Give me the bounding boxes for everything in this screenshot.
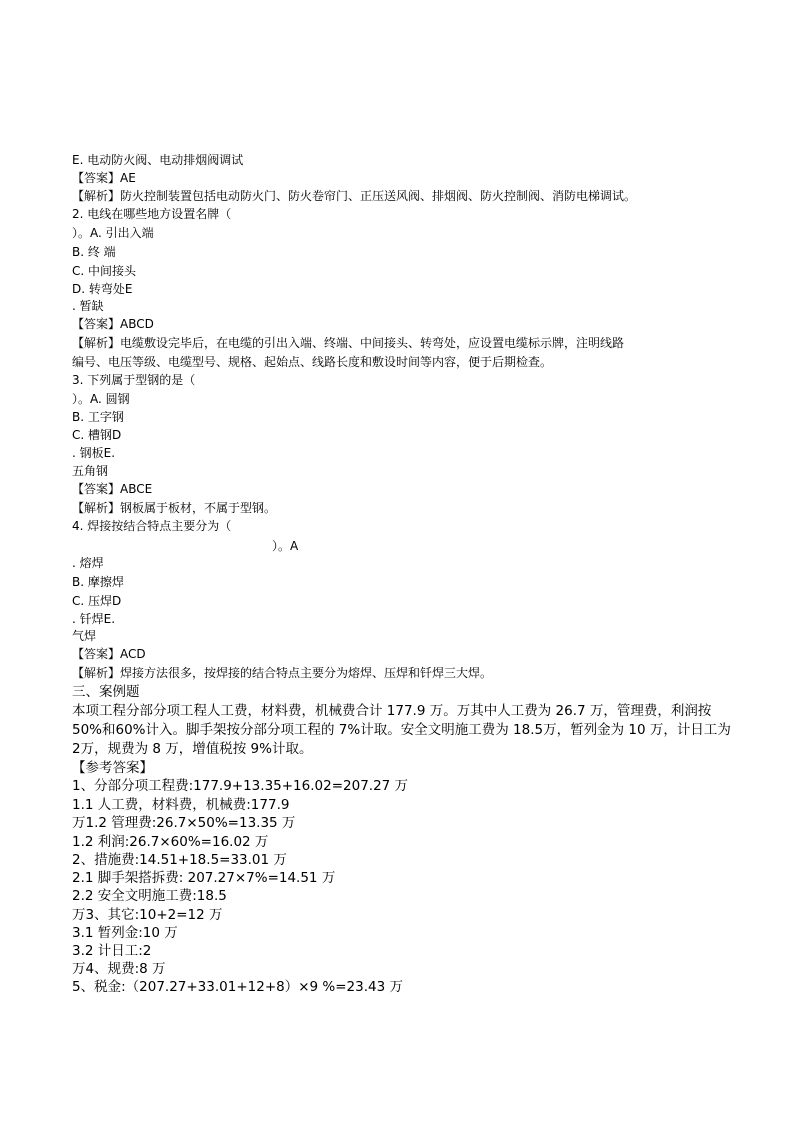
calc-line: 3.2 计日工:2 bbox=[72, 943, 152, 959]
option-line: ）。A. 引出入端 bbox=[72, 226, 154, 240]
option-line: . 暂缺 bbox=[72, 299, 104, 313]
answer-line: 【答案】ABCD bbox=[72, 317, 154, 331]
option-line: 五角钢 bbox=[72, 464, 109, 478]
calc-line: 2.2 安全文明施工费:18.5 bbox=[72, 888, 227, 904]
option-line: 气焊 bbox=[72, 629, 97, 643]
case-text-line: 50%和60%计入。脚手架按分部分项工程的 7%计取。安全文明施工费为 18.5万，暂列金为 10 万，计日工为 bbox=[72, 722, 731, 738]
calc-line: 1.1 人工费，材料费，机械费:177.9 bbox=[72, 797, 290, 813]
option-line: . 钢板E. bbox=[72, 446, 116, 460]
answer-line: 【答案】AE bbox=[72, 171, 136, 185]
calc-line: 3.1 暂列金:10 万 bbox=[72, 925, 178, 941]
calc-line: 2、措施费:14.51+18.5=33.01 万 bbox=[72, 852, 287, 868]
question-line: 2. 电线在哪些地方设置名牌（ bbox=[72, 207, 232, 221]
option-line: C. 中间接头 bbox=[72, 264, 137, 278]
option-line: . 钎焊E. bbox=[72, 612, 116, 626]
analysis-line: 【解析】电缆敷设完毕后，在电缆的引出入端、终端、中间接头、转弯处，应设置电缆标示牌，注明线路 bbox=[72, 336, 625, 350]
case-text-line: 2万，规费为 8 万，增值税按 9%计取。 bbox=[72, 741, 313, 757]
option-line: C. 槽钢D bbox=[72, 428, 122, 442]
calc-line: 1.2 利润:26.7×60%=16.02 万 bbox=[72, 834, 269, 850]
section-heading: 三、案例题 bbox=[72, 684, 140, 700]
analysis-line: 【解析】焊接方法很多，按焊接的结合特点主要分为熔焊、压焊和钎焊三大焊。 bbox=[72, 666, 493, 680]
answer-line: 【答案】ABCE bbox=[72, 482, 153, 496]
option-line: . 熔焊 bbox=[72, 556, 104, 570]
option-line: B. 工字钢 bbox=[72, 410, 124, 424]
answer-line: 【答案】ACD bbox=[72, 647, 146, 661]
question-line: 4. 焊接按结合特点主要分为（ bbox=[72, 519, 232, 533]
calc-line: 5、税金:（207.27+33.01+12+8）×9 %=23.43 万 bbox=[72, 979, 403, 995]
option-line: B. 终 端 bbox=[72, 245, 116, 259]
calc-line: 2.1 脚手架搭拆费: 207.27×7%=14.51 万 bbox=[72, 870, 336, 886]
calc-line: 万3、其它:10+2=12 万 bbox=[72, 907, 223, 923]
option-e-line: E. 电动防火阀、电动排烟阀调试 bbox=[72, 153, 244, 167]
calc-line: 万1.2 管理费:26.7×50%=13.35 万 bbox=[72, 815, 296, 831]
option-line: ）。A. 圆钢 bbox=[72, 392, 130, 406]
calc-line: 万4、规费:8 万 bbox=[72, 961, 166, 977]
calc-line: 1、分部分项工程费:177.9+13.35+16.02=207.27 万 bbox=[72, 778, 409, 794]
option-line: D. 转弯处E bbox=[72, 282, 133, 296]
analysis-line: 编号、电压等级、电缆型号、规格、起始点、线路长度和敷设时间等内容，便于后期检查。 bbox=[72, 355, 553, 369]
question-line: 3. 下列属于型钢的是（ bbox=[72, 373, 196, 387]
analysis-line: 【解析】防火控制装置包括电动防火门、防火卷帘门、正压送风阀、排烟阀、防火控制阀、消防电梯调试。 bbox=[72, 189, 637, 203]
option-line: ）。A bbox=[272, 539, 299, 553]
case-text-line: 本项工程分部分项工程人工费，材料费，机械费合计 177.9 万。万其中人工费为 26.7 万，管理费，利润按 bbox=[72, 703, 712, 719]
reference-answer-heading: 【参考答案】 bbox=[72, 760, 153, 776]
analysis-line: 【解析】钢板属于板材，不属于型钢。 bbox=[72, 501, 277, 515]
option-line: C. 压焊D bbox=[72, 594, 122, 608]
option-line: B. 摩擦焊 bbox=[72, 575, 124, 589]
